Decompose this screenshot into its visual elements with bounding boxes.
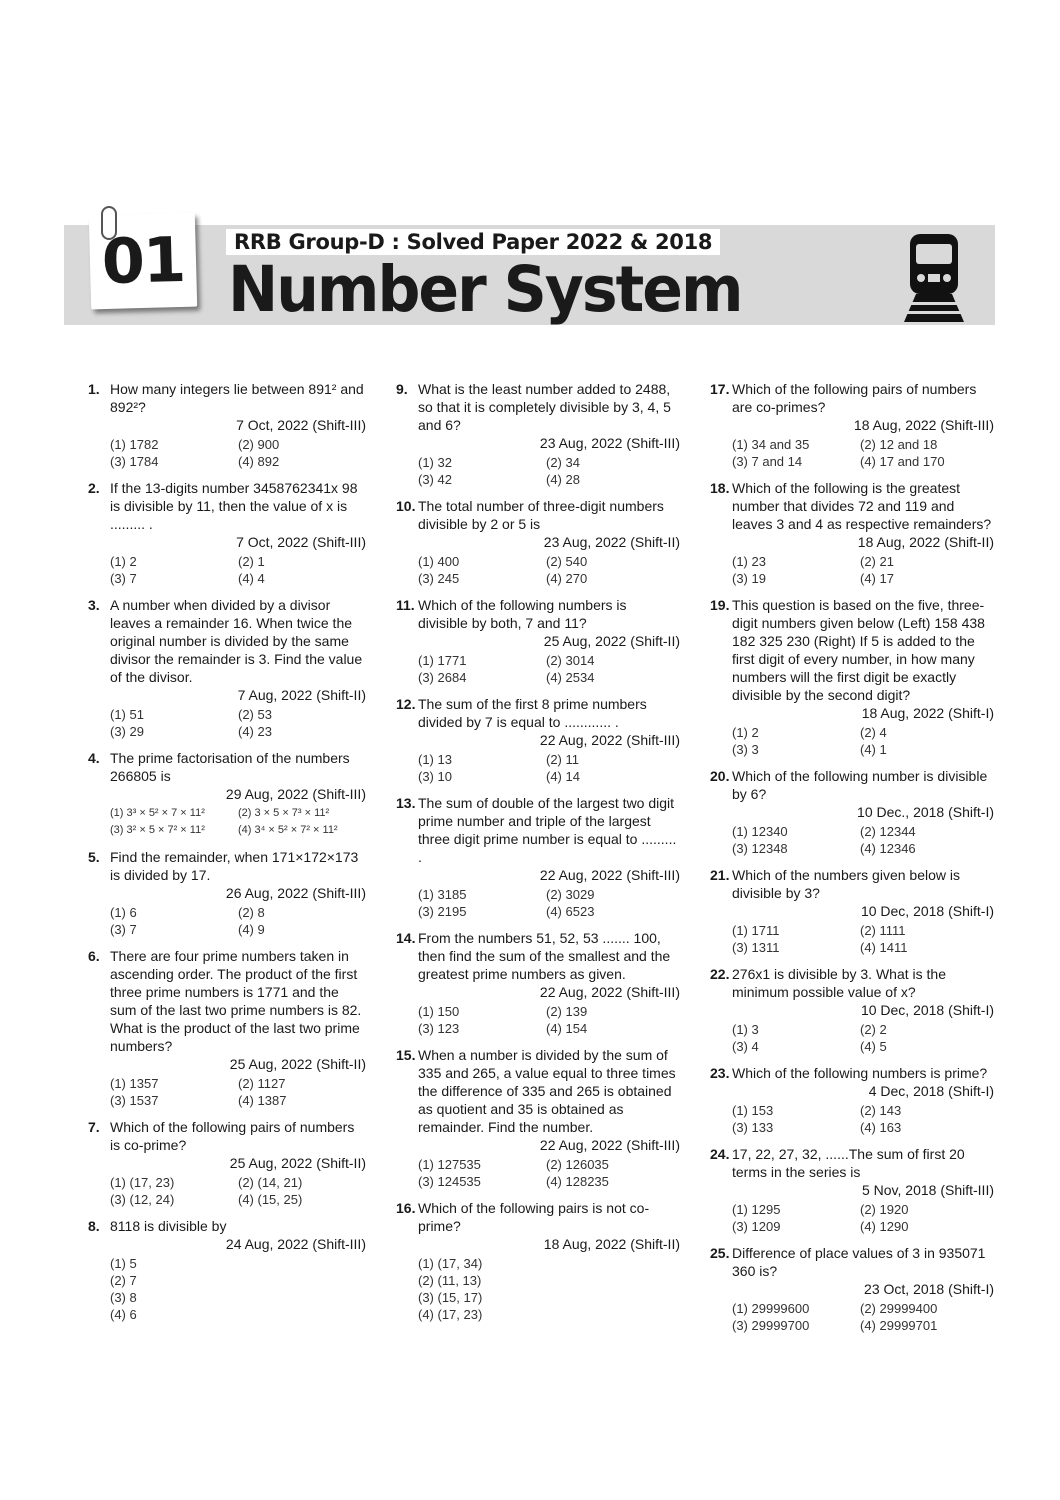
column-2: [396, 380, 680, 1332]
options: [732, 1021, 994, 1055]
question-18: [710, 479, 994, 587]
question-source: 25 Aug, 2022 (Shift-II): [543, 633, 680, 649]
option: (4) 12346: [860, 841, 916, 856]
question-text: Which of the following pairs is not co-prime?: [418, 1200, 650, 1234]
question-source: 29 Aug, 2022 (Shift-III): [225, 786, 366, 802]
question-number: 7.: [88, 1119, 100, 1135]
options: [732, 823, 994, 857]
options: [732, 553, 994, 587]
option: (1) 12340: [732, 824, 788, 839]
option: (4) 1411: [860, 940, 908, 955]
option: (2) 3029: [546, 887, 595, 902]
option: (4) 270: [546, 571, 588, 586]
options: [110, 436, 366, 470]
options: [110, 1255, 366, 1323]
option: (2) (14, 21): [238, 1175, 303, 1190]
option: (2) 540: [546, 554, 588, 569]
option: (3) 1784: [110, 454, 159, 469]
option: (1) 3: [732, 1022, 759, 1037]
option: (2) 900: [238, 437, 280, 452]
question-source: 10 Dec, 2018 (Shift-I): [860, 1002, 994, 1018]
options: [418, 886, 680, 920]
option: (2) 53: [238, 707, 272, 722]
option: (4) 163: [860, 1120, 902, 1135]
option: (2) 4: [860, 725, 887, 740]
options: [732, 1300, 994, 1334]
question-number: 12.: [396, 696, 416, 712]
option: (2) 2: [860, 1022, 887, 1037]
option: (2) 1111: [860, 923, 906, 938]
option: (1) 1782: [110, 437, 159, 452]
question-text: The prime factorisation of the numbers 266805 is: [110, 750, 350, 784]
question-source: 4 Dec, 2018 (Shift-I): [868, 1083, 994, 1099]
option: (1) 2: [732, 725, 759, 740]
option: (1) 1295: [732, 1202, 781, 1217]
question-21: [710, 866, 994, 956]
question-20: [710, 767, 994, 857]
options: [418, 454, 680, 488]
options: [732, 1102, 994, 1136]
question-source: 7 Aug, 2022 (Shift-II): [237, 687, 366, 703]
option: (1) 153: [732, 1103, 774, 1118]
option: (1) 2: [110, 554, 137, 569]
option: (2) 12344: [860, 824, 916, 839]
question-text: Which of the numbers given below is divisible by 3?: [732, 867, 960, 901]
option: (1) (17, 23): [110, 1175, 175, 1190]
chapter-number: 01: [100, 222, 186, 299]
question-11: [396, 596, 680, 686]
option: (3) 1537: [110, 1093, 159, 1108]
question-text: The sum of double of the largest two digit prime number and triple of the largest three digit prime number is equal to ......... .: [418, 795, 677, 865]
option: (2) 3014: [546, 653, 595, 668]
option: (2) 3 × 5 × 7³ × 11²: [238, 807, 330, 819]
question-number: 21.: [710, 867, 730, 883]
option: (3) 123: [418, 1021, 460, 1036]
option: (3) 2684: [418, 670, 467, 685]
option: (3) 8: [110, 1290, 137, 1305]
option: (4) 892: [238, 454, 280, 469]
option: (3) 29: [110, 724, 144, 739]
question-number: 9.: [396, 381, 408, 397]
question-text: 17, 22, 27, 32, ......The sum of first 20 terms in the series is: [732, 1146, 965, 1180]
option: (4) 1: [860, 742, 887, 757]
option: (2) 126035: [546, 1157, 609, 1172]
question-10: [396, 497, 680, 587]
option: (4) 5: [860, 1039, 887, 1054]
option: (3) 42: [418, 472, 452, 487]
question-source: 25 Aug, 2022 (Shift-II): [229, 1056, 366, 1072]
option: (4) 4: [238, 571, 265, 586]
question-number: 1.: [88, 381, 100, 397]
question-source: 7 Oct, 2022 (Shift-III): [236, 417, 366, 433]
question-text: If the 13-digits number 3458762341x 98 is divisible by 11, then the value of x is ......... .: [110, 480, 358, 532]
option: (2) 1920: [860, 1202, 909, 1217]
question-text: This question is based on the five, three-digit numbers given below (Left) 158 438 182 325 230 (Right) If 5 is added to the first digit of every number, in how many numbers will the first digit be exactly divisible by the second digit?: [732, 597, 985, 703]
option: (2) 7: [110, 1273, 137, 1288]
question-text: What is the least number added to 2488, so that it is completely divisible by 3, 4, 5 and 6?: [418, 381, 671, 433]
train-icon: [902, 230, 966, 324]
question-text: Which of the following number is divisible by 6?: [732, 768, 988, 802]
option: (3) 3² × 5 × 7² × 11²: [110, 824, 205, 836]
option: (3) 29999700: [732, 1318, 810, 1333]
options: [732, 1201, 994, 1235]
question-text: Which of the following pairs of numbers is co-prime?: [110, 1119, 355, 1153]
question-number: 19.: [710, 597, 730, 613]
question-source: 18 Aug, 2022 (Shift-I): [861, 705, 994, 721]
question-source: 23 Aug, 2022 (Shift-II): [543, 534, 680, 550]
option: (2) 29999400: [860, 1301, 938, 1316]
option: (1) 3185: [418, 887, 467, 902]
option: (3) (15, 17): [418, 1290, 483, 1305]
question-25: [710, 1244, 994, 1334]
options: [418, 751, 680, 785]
question-22: [710, 965, 994, 1055]
question-6: [88, 947, 366, 1109]
question-source: 22 Aug, 2022 (Shift-III): [539, 867, 680, 883]
question-number: 20.: [710, 768, 730, 784]
question-number: 11.: [396, 597, 415, 613]
option: (3) 124535: [418, 1174, 481, 1189]
option: (1) (17, 34): [418, 1256, 483, 1271]
options: [418, 1156, 680, 1190]
option: (3) 10: [418, 769, 452, 784]
question-7: [88, 1118, 366, 1208]
question-12: [396, 695, 680, 785]
question-number: 17.: [710, 381, 730, 397]
option: (4) 17 and 170: [860, 454, 945, 469]
options: [110, 553, 366, 587]
question-text: A number when divided by a divisor leaves a remainder 16. When twice the original number is divided by the same divisor the remainder is 3. Find the value of the divisor.: [110, 597, 363, 685]
question-text: There are four prime numbers taken in ascending order. The product of the first three prime numbers is 1771 and the sum of the last two prime numbers is 82. What is the product of the last two prime numbers?: [110, 948, 362, 1054]
option: (1) 29999600: [732, 1301, 810, 1316]
option: (2) 143: [860, 1103, 902, 1118]
options: [110, 1174, 366, 1208]
question-number: 2.: [88, 480, 100, 496]
question-number: 16.: [396, 1200, 416, 1216]
option: (3) 4: [732, 1039, 759, 1054]
question-number: 18.: [710, 480, 730, 496]
question-number: 5.: [88, 849, 100, 865]
options: [418, 1003, 680, 1037]
option: (3) (12, 24): [110, 1192, 175, 1207]
question-source: 18 Aug, 2022 (Shift-III): [853, 417, 994, 433]
question-source: 26 Aug, 2022 (Shift-III): [225, 885, 366, 901]
option: (4) (15, 25): [238, 1192, 303, 1207]
question-text: Which of the following numbers is prime?: [732, 1065, 988, 1081]
question-source: 22 Aug, 2022 (Shift-III): [539, 732, 680, 748]
option: (1) 1357: [110, 1076, 159, 1091]
question-number: 8.: [88, 1218, 100, 1234]
option: (1) 1771: [418, 653, 467, 668]
option: (3) 245: [418, 571, 460, 586]
option: (3) 7: [110, 571, 137, 586]
question-16: [396, 1199, 680, 1323]
options: [732, 922, 994, 956]
question-number: 24.: [710, 1146, 730, 1162]
question-number: 14.: [396, 930, 416, 946]
option: (3) 2195: [418, 904, 467, 919]
options: [110, 904, 366, 938]
question-19: [710, 596, 994, 758]
option: (4) 23: [238, 724, 272, 739]
question-text: Which of the following is the greatest number that divides 72 and 119 and leaves 3 and 4 as respective remainders?: [732, 480, 992, 532]
option: (1) 23: [732, 554, 766, 569]
question-source: 18 Aug, 2022 (Shift-II): [543, 1236, 680, 1252]
question-source: 24 Aug, 2022 (Shift-III): [225, 1236, 366, 1252]
question-source: 22 Aug, 2022 (Shift-III): [539, 1137, 680, 1153]
option: (4) 14: [546, 769, 580, 784]
option: (3) 3: [732, 742, 759, 757]
question-text: 276x1 is divisible by 3. What is the minimum possible value of x?: [732, 966, 946, 1000]
question-number: 15.: [396, 1047, 416, 1063]
options: [732, 724, 994, 758]
question-source: 18 Aug, 2022 (Shift-II): [857, 534, 994, 550]
option: (4) 154: [546, 1021, 588, 1036]
question-13: [396, 794, 680, 920]
question-text: Which of the following pairs of numbers are co-primes?: [732, 381, 977, 415]
question-number: 25.: [710, 1245, 730, 1261]
option: (1) 1711: [732, 923, 780, 938]
question-text: Difference of place values of 3 in 935071 360 is?: [732, 1245, 986, 1279]
options: [110, 1075, 366, 1109]
option: (1) 3³ × 5² × 7 × 11²: [110, 807, 205, 819]
question-source: 10 Dec., 2018 (Shift-I): [857, 804, 994, 820]
option: (4) 29999701: [860, 1318, 938, 1333]
question-text: How many integers lie between 891² and 892²?: [110, 381, 364, 415]
column-1: [88, 380, 366, 1332]
question-5: [88, 848, 366, 938]
option: (1) 150: [418, 1004, 460, 1019]
option: (3) 7: [110, 922, 137, 937]
question-4: [88, 749, 366, 839]
options: [418, 1255, 680, 1323]
question-number: 6.: [88, 948, 100, 964]
options: [418, 553, 680, 587]
question-2: [88, 479, 366, 587]
option: (2) 139: [546, 1004, 588, 1019]
question-9: [396, 380, 680, 488]
question-15: [396, 1046, 680, 1190]
option: (2) 12 and 18: [860, 437, 938, 452]
option: (3) 1209: [732, 1219, 781, 1234]
question-number: 3.: [88, 597, 100, 613]
question-text: The total number of three-digit numbers divisible by 2 or 5 is: [418, 498, 664, 532]
option: (2) 11: [546, 752, 579, 767]
option: (3) 7 and 14: [732, 454, 803, 469]
option: (3) 133: [732, 1120, 774, 1135]
option: (4) 17: [860, 571, 894, 586]
option: (4) 6: [110, 1307, 137, 1322]
option: (4) 6523: [546, 904, 595, 919]
question-24: [710, 1145, 994, 1235]
question-source: 10 Dec, 2018 (Shift-I): [860, 903, 994, 919]
option: (1) 5: [110, 1256, 137, 1271]
question-14: [396, 929, 680, 1037]
option: (4) 128235: [546, 1174, 609, 1189]
paper-subtitle: RRB Group-D : Solved Paper 2022 & 2018: [226, 229, 720, 255]
question-text: Find the remainder, when 171×172×173 is divided by 17.: [110, 849, 359, 883]
option: (2) 21: [860, 554, 894, 569]
question-17: [710, 380, 994, 470]
option: (2) 1127: [238, 1076, 286, 1091]
options: [110, 805, 366, 839]
option: (3) 19: [732, 571, 766, 586]
option: (3) 12348: [732, 841, 788, 856]
question-text: When a number is divided by the sum of 335 and 265, a value equal to three times the difference of 335 and 265 is obtained as quotient and 35 is obtained as remainder. Find the number.: [418, 1047, 676, 1135]
question-text: The sum of the first 8 prime numbers divided by 7 is equal to ............ .: [418, 696, 647, 730]
question-number: 4.: [88, 750, 100, 766]
question-1: [88, 380, 366, 470]
option: (1) 127535: [418, 1157, 481, 1172]
question-text: 8118 is divisible by: [110, 1218, 227, 1234]
column-3: [710, 380, 994, 1343]
option: (4) 2534: [546, 670, 595, 685]
option: (1) 400: [418, 554, 460, 569]
option: (1) 34 and 35: [732, 437, 810, 452]
question-source: 25 Aug, 2022 (Shift-II): [229, 1155, 366, 1171]
option: (4) 9: [238, 922, 265, 937]
option: (2) 34: [546, 455, 580, 470]
option: (1) 32: [418, 455, 452, 470]
option: (4) (17, 23): [418, 1307, 483, 1322]
question-text: Which of the following numbers is divisible by both, 7 and 11?: [418, 597, 627, 631]
paperclip-icon: [101, 206, 117, 240]
question-source: 22 Aug, 2022 (Shift-III): [539, 984, 680, 1000]
chapter-title: Number System: [228, 253, 742, 327]
option: (2) (11, 13): [418, 1273, 482, 1288]
option: (4) 1290: [860, 1219, 909, 1234]
option: (1) 51: [110, 707, 144, 722]
option: (2) 1: [238, 554, 265, 569]
options: [732, 436, 994, 470]
option: (4) 28: [546, 472, 580, 487]
question-3: [88, 596, 366, 740]
options: [110, 706, 366, 740]
option: (4) 3⁴ × 5² × 7² × 11²: [238, 824, 338, 836]
option: (1) 13: [418, 752, 452, 767]
question-number: 22.: [710, 966, 730, 982]
question-number: 10.: [396, 498, 416, 514]
question-number: 23.: [710, 1065, 730, 1081]
question-text: From the numbers 51, 52, 53 ....... 100, then find the sum of the smallest and the greatest prime numbers as given.: [418, 930, 671, 982]
question-23: [710, 1064, 994, 1136]
question-8: [88, 1217, 366, 1323]
option: (2) 8: [238, 905, 265, 920]
question-number: 13.: [396, 795, 416, 811]
question-source: 23 Oct, 2018 (Shift-I): [864, 1281, 994, 1297]
question-source: 5 Nov, 2018 (Shift-III): [861, 1182, 994, 1198]
question-source: 7 Oct, 2022 (Shift-III): [236, 534, 366, 550]
options: [418, 652, 680, 686]
option: (1) 6: [110, 905, 137, 920]
option: (3) 1311: [732, 940, 780, 955]
option: (4) 1387: [238, 1093, 287, 1108]
question-source: 23 Aug, 2022 (Shift-III): [539, 435, 680, 451]
